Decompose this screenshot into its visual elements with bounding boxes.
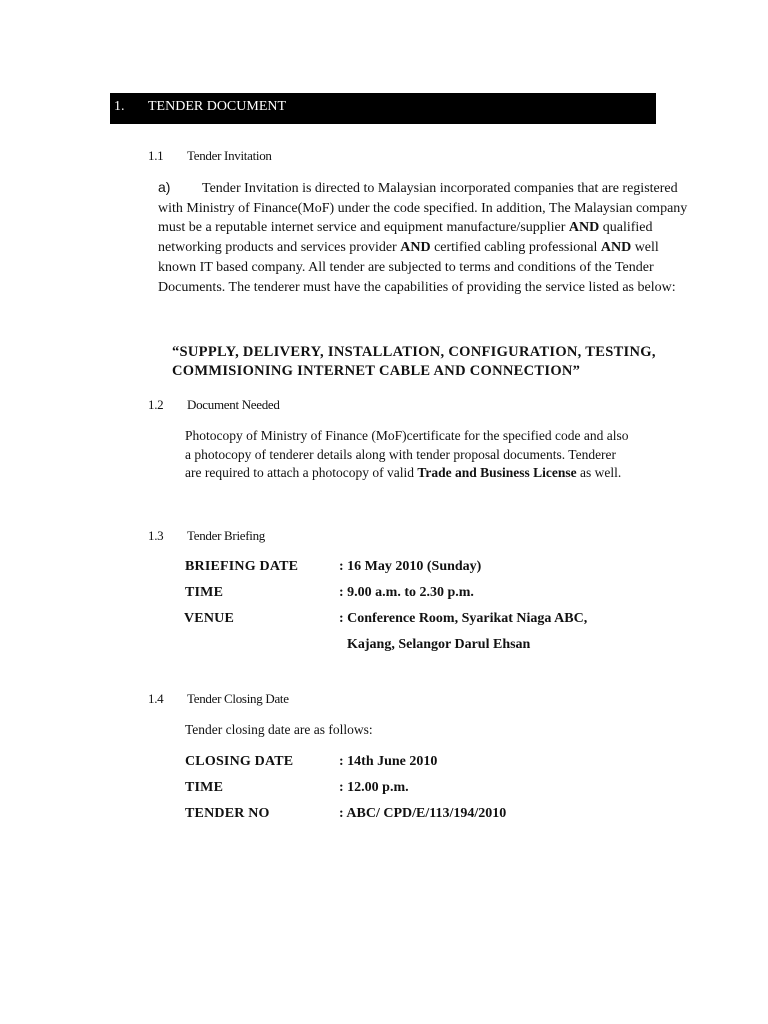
list-marker: a): [158, 179, 171, 195]
subsection-title-document-needed: Document Needed: [187, 397, 280, 412]
subsection-number-1-1: 1.1: [148, 148, 164, 163]
bold-license: Trade and Business License: [417, 465, 577, 480]
tender-no-value: : ABC/ CPD/E/113/194/2010: [339, 806, 507, 821]
venue-label: VENUE: [184, 611, 235, 626]
quote-line-1: “SUPPLY, DELIVERY, INSTALLATION, CONFIGURATION, TESTING,: [172, 344, 656, 360]
section-number: 1.: [114, 99, 125, 114]
section-header-bar: [110, 93, 656, 124]
subsection-title-tender-briefing: Tender Briefing: [187, 528, 265, 543]
briefing-time-label: TIME: [185, 585, 224, 600]
line-text: networking products and services provider: [158, 240, 401, 256]
closing-date-value: : 14th June 2010: [339, 754, 438, 769]
paragraph-line: [158, 238, 734, 258]
briefing-time-value: : 9.00 a.m. to 2.30 p.m.: [339, 585, 474, 600]
bold-and: AND: [600, 240, 632, 256]
bold-and: AND: [568, 220, 600, 236]
paragraph-line: [158, 199, 734, 219]
subsection-number-1-2: 1.2: [148, 397, 164, 412]
line-text: must be a reputable internet service and equipment manufacture/supplier: [158, 220, 569, 236]
paragraph-line: a photocopy of tenderer details along with tender proposal documents. Tenderer: [185, 446, 617, 462]
closing-date-label: CLOSING DATE: [185, 754, 294, 769]
tender-no-label: TENDER NO: [185, 806, 270, 821]
briefing-date-label: BRIEFING DATE: [185, 559, 299, 574]
tender-invitation-paragraph: [158, 178, 734, 297]
venue-value-continued: Kajang, Selangor Darul Ehsan: [347, 637, 531, 652]
section-title: TENDER DOCUMENT: [148, 99, 287, 114]
paragraph-line: [158, 258, 734, 278]
venue-value: : Conference Room, Syarikat Niaga ABC,: [339, 611, 588, 626]
closing-time-label: TIME: [185, 780, 224, 795]
paragraph-line: [158, 278, 734, 298]
line-text: well: [631, 240, 659, 256]
subsection-title-tender-invitation: Tender Invitation: [187, 148, 272, 163]
paragraph-line: [158, 178, 734, 199]
document-needed-paragraph: [185, 427, 665, 483]
paragraph-line: Photocopy of Ministry of Finance (MoF)certificate for the specified code and also: [185, 428, 629, 443]
paragraph-line: [158, 218, 734, 238]
line-text: with Ministry of Finance(MoF) under the code specified. In addition, The Malaysian company: [158, 200, 688, 216]
line-text: qualified: [599, 220, 653, 236]
line-text: certified cabling professional: [430, 240, 601, 256]
line-text: are required to attach a photocopy of valid: [185, 465, 418, 480]
paragraph-line: [185, 464, 665, 483]
line-text: known IT based company. All tender are subjected to terms and conditions of the Tender: [158, 259, 654, 275]
quote-line-2: COMMISIONING INTERNET CABLE AND CONNECTION”: [172, 363, 581, 379]
service-quote: [172, 343, 692, 381]
closing-intro-text: Tender closing date are as follows:: [185, 722, 373, 737]
line-text: Tender Invitation is directed to Malaysian incorporated companies that are registered: [202, 181, 678, 196]
line-text: Documents. The tenderer must have the capabilities of providing the service listed as below:: [158, 279, 676, 295]
bold-and: AND: [400, 240, 431, 256]
subsection-number-1-3: 1.3: [148, 528, 164, 543]
line-text: as well.: [576, 465, 622, 480]
subsection-title-tender-closing-date: Tender Closing Date: [187, 691, 289, 706]
closing-time-value: : 12.00 p.m.: [339, 780, 409, 795]
briefing-date-value: : 16 May 2010 (Sunday): [339, 559, 482, 574]
subsection-number-1-4: 1.4: [148, 691, 164, 706]
